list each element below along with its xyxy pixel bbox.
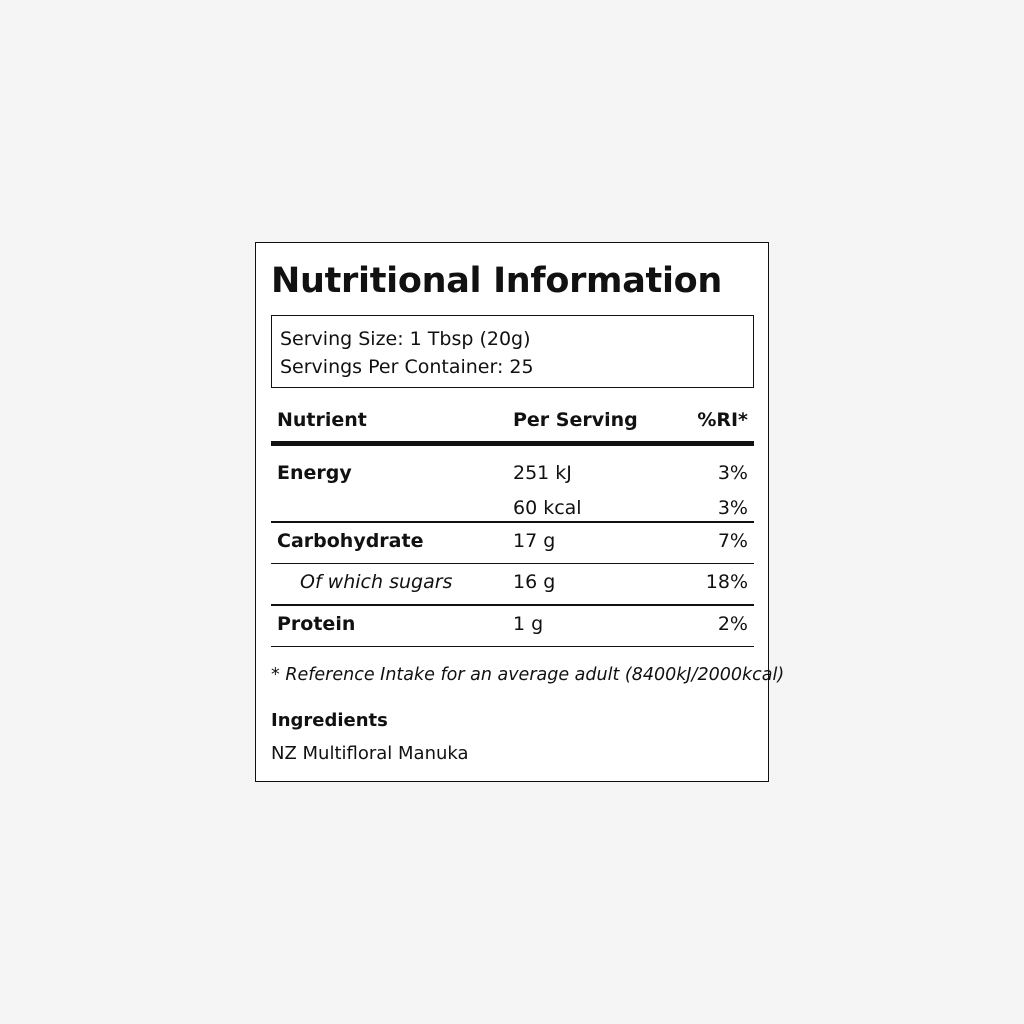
row-divider: [271, 646, 754, 648]
header-ri: %RI*: [697, 409, 748, 431]
table-row: [271, 482, 754, 521]
table-row: [271, 564, 754, 604]
nutrient-name: Carbohydrate: [277, 529, 424, 552]
ingredients-heading: Ingredients: [271, 710, 388, 731]
per-serving-value: 16 g: [513, 571, 556, 593]
header-per-serving: Per Serving: [513, 409, 638, 431]
ri-footnote: * Reference Intake for an average adult (8400kJ/2000kcal): [271, 665, 785, 685]
header-nutrient: Nutrient: [277, 409, 367, 431]
per-serving-value: 17 g: [513, 529, 556, 552]
nutrient-name: Of which sugars: [300, 571, 453, 593]
nutrient-name: Energy: [277, 462, 352, 484]
table-header-row: [271, 401, 754, 441]
serving-info-box: [271, 315, 754, 388]
ingredients-text: NZ Multifloral Manuka: [271, 743, 469, 764]
label-title: Nutritional Information: [271, 261, 723, 301]
servings-per-container: Servings Per Container: 25: [280, 356, 534, 378]
ri-value: 7%: [717, 529, 748, 552]
ri-value: 3%: [717, 497, 748, 519]
table-row: [271, 606, 754, 646]
ri-value: 3%: [717, 462, 748, 484]
ri-value: 18%: [705, 571, 748, 593]
per-serving-value: 60 kcal: [513, 497, 582, 519]
nutrition-label: [255, 242, 785, 782]
serving-size: Serving Size: 1 Tbsp (20g): [280, 328, 531, 350]
table-row: [271, 523, 754, 563]
ri-value: 2%: [717, 612, 748, 635]
table-row: [271, 446, 754, 482]
nutrition-table: [271, 401, 754, 647]
nutrient-name: Protein: [277, 612, 356, 635]
per-serving-value: 1 g: [513, 612, 544, 635]
per-serving-value: 251 kJ: [513, 462, 572, 484]
